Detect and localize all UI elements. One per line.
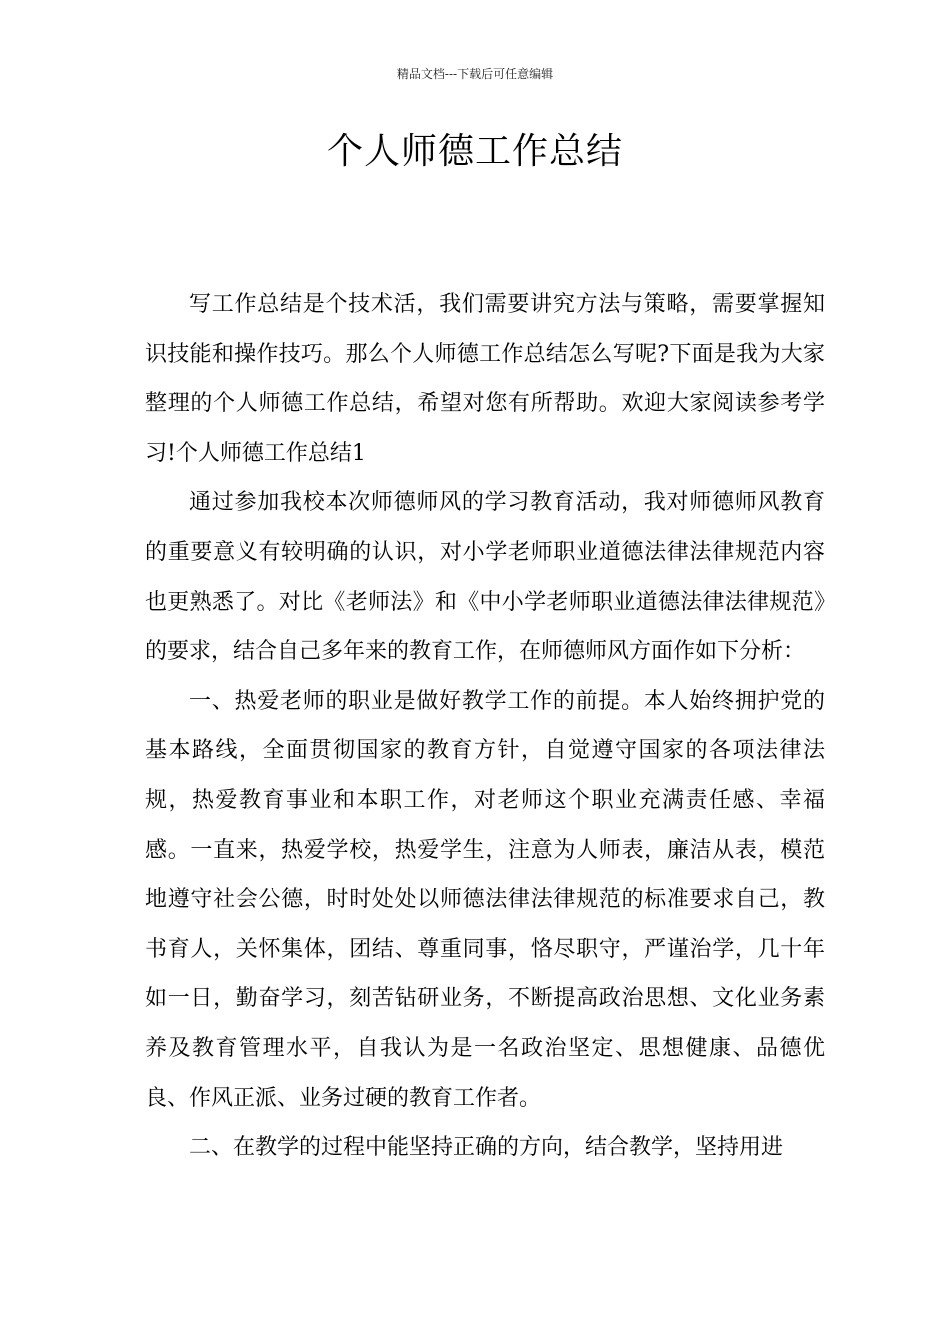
header-note: 精品文档---下载后可任意编辑 [396,67,554,81]
paragraph-point-two: 二、在教学的过程中能坚持正确的方向，结合教学，坚持用进 [189,1135,784,1161]
document-body [145,280,825,1173]
paragraph-study: 通过参加我校本次师德师风的学习教育活动，我对师德师风教育的重要意义有较明确的认识，对小学老师职业道德法律法律规范内容也更熟悉了。对比《老师法》和《中小学老师职业道德法律法律规范》的要求，结合自己多年来的教育工作，在师德师风方面作如下分析： [145,490,825,665]
document-title: 个人师德工作总结 [326,131,623,172]
paragraph-point-one: 一、热爱老师的职业是做好教学工作的前提。本人始终拥护党的基本路线，全面贯彻国家的教育方针，自觉遵守国家的各项法律法规，热爱教育事业和本职工作，对老师这个职业充满责任感、幸福感。一直来，热爱学校，热爱学生，注意为人师表，廉洁从表，模范地遵守社会公德，时时处处以师德法律法律规范的标准要求自己，教书育人，关怀集体，团结、尊重同事，恪尽职守，严谨治学，几十年如一日，勤奋学习，刻苦钻研业务，不断提高政治思想、文化业务素养及教育管理水平，自我认为是一名政治坚定、思想健康、品德优良、作风正派、业务过硬的教育工作者。 [145,688,825,1111]
paragraph-intro: 写工作总结是个技术活，我们需要讲究方法与策略，需要掌握知识技能和操作技巧。那么个人师德工作总结怎么写呢?下面是我为大家整理的个人师德工作总结，希望对您有所帮助。欢迎大家阅读参考学习!个人师德工作总结1 [145,292,825,466]
